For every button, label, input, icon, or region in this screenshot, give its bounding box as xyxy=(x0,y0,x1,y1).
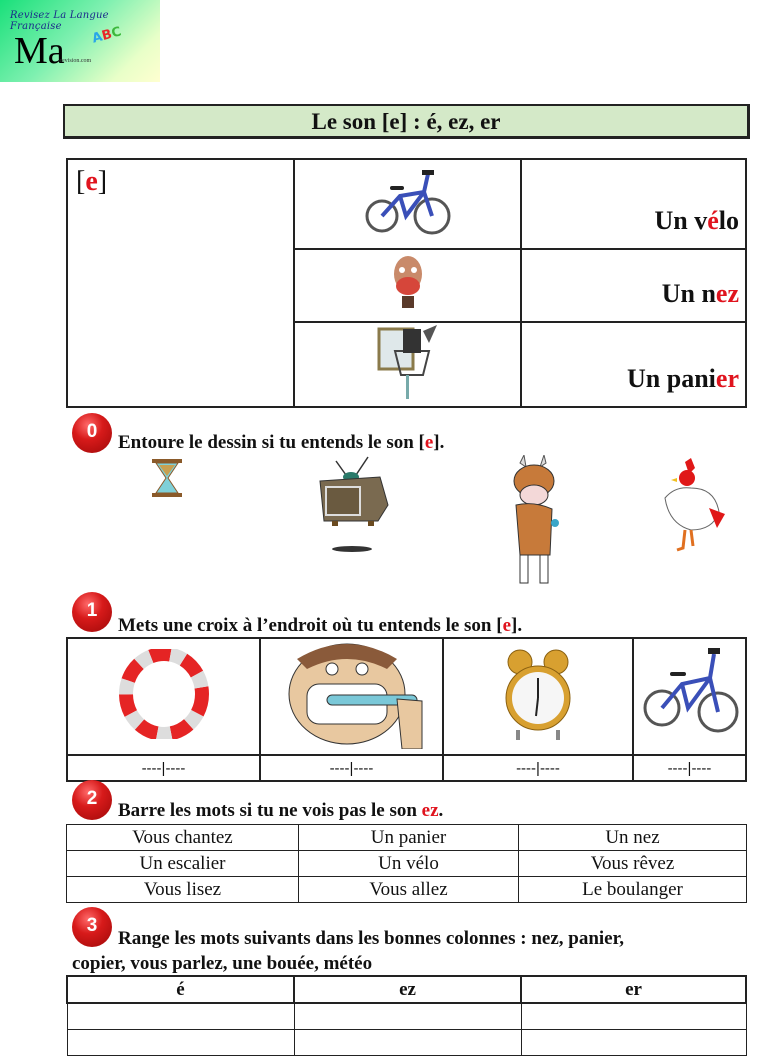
logo-brand: Ma xyxy=(14,30,65,72)
picture-cell xyxy=(443,638,633,755)
step-badge-3: 3 xyxy=(72,907,112,947)
picture-cell xyxy=(67,638,260,755)
bicycle-icon xyxy=(640,644,740,744)
hourglass-icon[interactable] xyxy=(150,458,184,498)
answer-cell[interactable] xyxy=(67,1029,294,1055)
word-cell[interactable]: Vous chantez xyxy=(67,825,299,851)
site-logo xyxy=(0,0,160,82)
answer-cell[interactable] xyxy=(521,1029,746,1055)
toothbrush-man-icon xyxy=(277,639,427,749)
mark-cell[interactable]: ----|---- xyxy=(443,755,633,781)
word-cell[interactable]: Vous rêvez xyxy=(519,851,747,877)
exercise-3-instruction-line1: Range les mots suivants dans les bonnes colonnes : nez, panier, xyxy=(118,928,625,949)
mark-cell[interactable]: ----|---- xyxy=(260,755,443,781)
exercise-3-table xyxy=(66,975,747,1056)
word-cell: Un nez xyxy=(521,249,746,322)
television-icon[interactable] xyxy=(314,455,394,555)
word-cell[interactable]: Un nez xyxy=(519,825,747,851)
step-badge-1: 1 xyxy=(72,592,112,632)
picture-cell xyxy=(294,249,521,322)
answer-cell[interactable] xyxy=(294,1029,521,1055)
answer-cell[interactable] xyxy=(67,1003,294,1029)
nose-face-icon xyxy=(388,252,428,314)
step-badge-2: 2 xyxy=(72,780,112,820)
abc-icon: ABC xyxy=(90,24,123,47)
picture-cell xyxy=(633,638,746,755)
word-cell[interactable]: Un escalier xyxy=(67,851,299,877)
exercise-3-instruction-line2: copier, vous parlez, une bouée, météo xyxy=(72,953,373,974)
logo-site: -revision.com xyxy=(58,58,92,64)
mark-cell[interactable]: ----|---- xyxy=(633,755,746,781)
cow-icon[interactable] xyxy=(500,455,574,590)
word-cell[interactable]: Un panier xyxy=(299,825,519,851)
word-cell: Un panier xyxy=(521,322,746,407)
column-header-e-acute: é xyxy=(67,976,294,1003)
exercise-1-table xyxy=(66,637,747,782)
basketball-hoop-icon xyxy=(373,323,443,401)
word-cell[interactable]: Un vélo xyxy=(299,851,519,877)
answer-cell[interactable] xyxy=(521,1003,746,1029)
exercise-2-table xyxy=(66,824,747,903)
picture-cell xyxy=(294,159,521,249)
rooster-icon[interactable] xyxy=(655,458,727,553)
page-title: Le son [e] : é, ez, er xyxy=(63,104,750,139)
word-cell: Un vélo xyxy=(521,159,746,249)
picture-cell xyxy=(294,322,521,407)
word-cell[interactable]: Vous allez xyxy=(299,877,519,903)
word-cell[interactable]: Vous lisez xyxy=(67,877,299,903)
exercise-0-instruction: Entoure le dessin si tu entends le son [e]. xyxy=(118,432,445,453)
bicycle-icon xyxy=(362,168,454,236)
exercise-1-instruction: Mets une croix à l’endroit où tu entends le son [e]. xyxy=(118,615,523,636)
logo-tagline: Revisez La Langue Française xyxy=(10,10,109,32)
lifebuoy-icon xyxy=(119,649,209,739)
step-badge-0: 0 xyxy=(72,413,112,453)
answer-cell[interactable] xyxy=(294,1003,521,1029)
word-cell[interactable]: Le boulanger xyxy=(519,877,747,903)
exercise-2-instruction: Barre les mots si tu ne vois pas le son ez. xyxy=(118,800,444,821)
alarm-clock-icon xyxy=(498,646,578,742)
phoneme-cell: [e] xyxy=(67,159,294,407)
column-header-ez: ez xyxy=(294,976,521,1003)
intro-table xyxy=(66,158,747,408)
mark-cell[interactable]: ----|---- xyxy=(67,755,260,781)
picture-cell xyxy=(260,638,443,755)
column-header-er: er xyxy=(521,976,746,1003)
